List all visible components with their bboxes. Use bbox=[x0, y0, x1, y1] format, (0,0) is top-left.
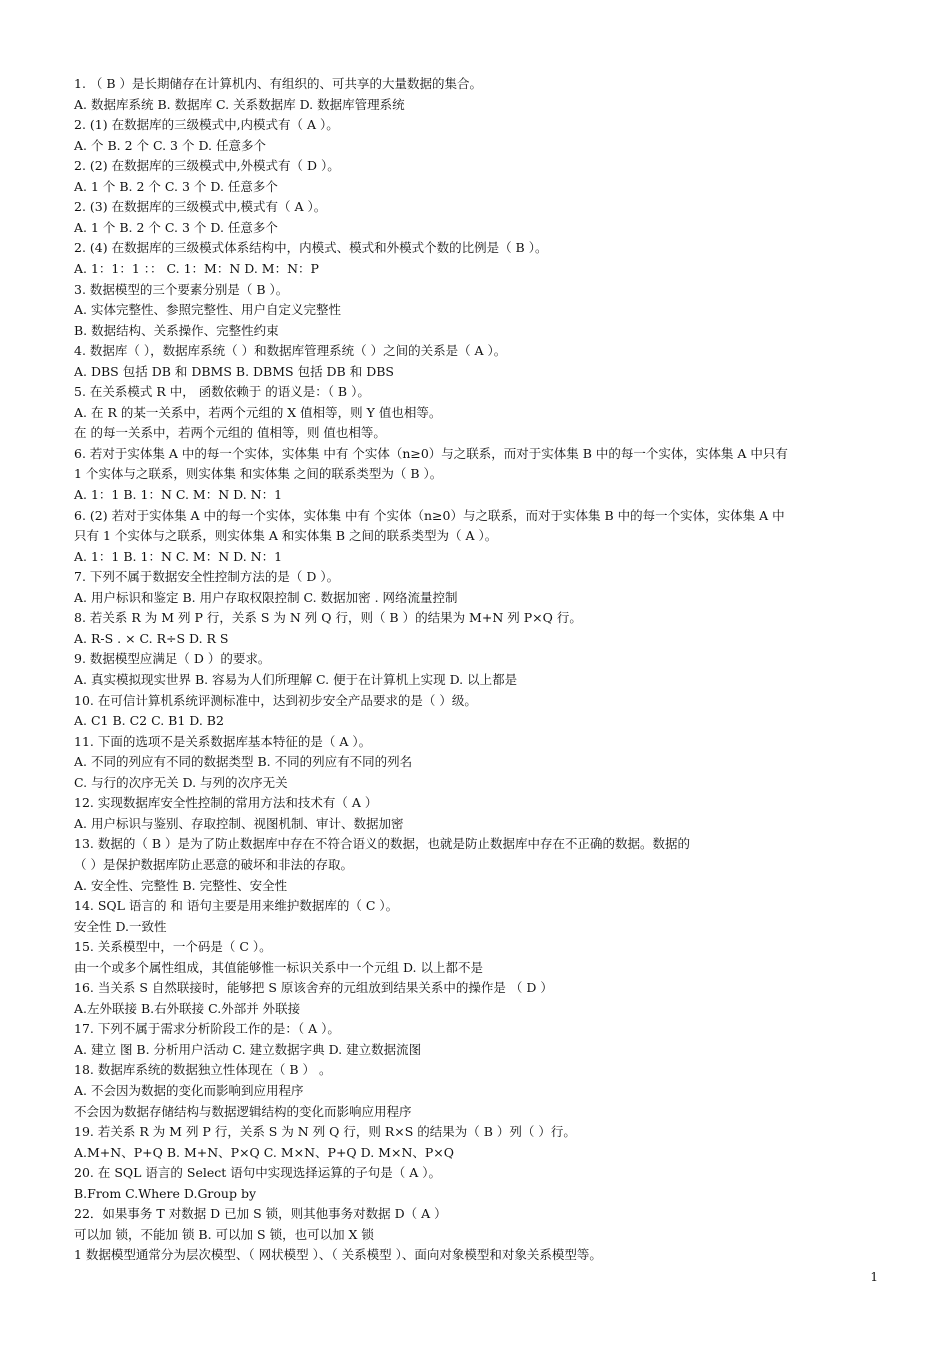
text-line: B.From C.Where D.Group by bbox=[74, 1185, 257, 1201]
text-line: A. 用户标识与鉴别、存取控制、视图机制、审计、数据加密 bbox=[74, 815, 404, 831]
text-line: A. R-S . × C. R÷S D. R S bbox=[74, 630, 229, 646]
text-line: 3. 数据模型的三个要素分别是（ B ）。 bbox=[74, 281, 289, 297]
text-line: A. 实体完整性、参照完整性、用户自定义完整性 bbox=[74, 302, 341, 318]
text-line: 8. 若关系 R 为 M 列 P 行，关系 S 为 N 列 Q 行，则（ B ）的结果为 M+N 列 P×Q 行。 bbox=[74, 610, 582, 626]
text-line: A. 个 B. 2 个 C. 3 个 D. 任意多个 bbox=[74, 137, 266, 153]
text-line: 2. (2) 在数据库的三级模式中,外模式有（ D ）。 bbox=[74, 158, 340, 174]
text-line: 16. 当关系 S 自然联接时，能够把 S 原该舍弃的元组放到结果关系中的操作是 （ D ） bbox=[74, 980, 553, 996]
text-line: 1 个实体与之联系，则实体集 和实体集 之间的联系类型为（ B ）。 bbox=[74, 466, 443, 482]
text-line: A. 1 个 B. 2 个 C. 3 个 D. 任意多个 bbox=[74, 219, 278, 235]
text-line: A. 数据库系统 B. 数据库 C. 关系数据库 D. 数据库管理系统 bbox=[74, 96, 405, 112]
text-line: 6. (2) 若对于实体集 A 中的每一个实体，实体集 中有 个实体（n≥0）与之联系，而对于实体集 B 中的每一个实体，实体集 A 中 bbox=[74, 507, 785, 523]
text-line: （ ）是保护数据库防止恶意的破坏和非法的存取。 bbox=[74, 856, 353, 872]
text-line: 13. 数据的（ B ）是为了防止数据库中存在不符合语义的数据，也就是防止数据库中存在不正确的数据。数据的 bbox=[74, 836, 690, 852]
text-line: A. 建立 图 B. 分析用户活动 C. 建立数据字典 D. 建立数据流图 bbox=[74, 1041, 422, 1057]
text-line: 7. 下列不属于数据安全性控制方法的是（ D ）。 bbox=[74, 569, 340, 585]
text-line: 19. 若关系 R 为 M 列 P 行，关系 S 为 N 列 Q 行，则 R×S 的结果为（ B ）列（ ）行。 bbox=[74, 1124, 576, 1139]
text-line: 2. (1) 在数据库的三级模式中,内模式有（ A ）。 bbox=[74, 117, 339, 133]
text-line: A. 1：1 B. 1：N C. M：N D. N：1 bbox=[74, 487, 283, 502]
text-line: 安全性 D.一致性 bbox=[74, 918, 167, 934]
text-line: 在 的每一关系中，若两个元组的 值相等，则 值也相等。 bbox=[74, 425, 386, 441]
text-line: A. 在 R 的某一关系中，若两个元组的 X 值相等，则 Y 值也相等。 bbox=[74, 404, 442, 420]
text-line: 只有 1 个实体与之联系，则实体集 A 和实体集 B 之间的联系类型为（ A ）。 bbox=[74, 528, 498, 544]
text-line: 15. 关系模型中，一个码是（ C ）。 bbox=[74, 939, 272, 955]
text-line: A. 不会因为数据的变化而影响到应用程序 bbox=[74, 1083, 304, 1098]
text-line: A. 用户标识和鉴定 B. 用户存取权限控制 C. 数据加密 . 网络流量控制 bbox=[74, 589, 458, 605]
page-number: 1 bbox=[870, 1270, 878, 1284]
text-line: 由一个或多个属性组成，其值能够惟一标识关系中一个元组 D. 以上都不是 bbox=[74, 959, 483, 975]
text-line: A. 真实模拟现实世界 B. 容易为人们所理解 C. 便于在计算机上实现 D. 以上都是 bbox=[74, 672, 518, 687]
text-line: 20. 在 SQL 语言的 Select 语句中实现选择运算的子句是（ A ）。 bbox=[74, 1165, 441, 1181]
text-line: 5. 在关系模式 R 中， 函数依赖于 的语义是：（ B ）。 bbox=[74, 384, 370, 400]
text-line: A. 1：1 B. 1：N C. M：N D. N：1 bbox=[74, 548, 283, 564]
text-line: 22．如果事务 T 对数据 D 已加 S 锁，则其他事务对数据 D（ A ） bbox=[74, 1206, 447, 1222]
text-line: A. 1 个 B. 2 个 C. 3 个 D. 任意多个 bbox=[74, 178, 278, 194]
text-line: A. 安全性、完整性 B. 完整性、安全性 bbox=[74, 877, 288, 893]
text-line: 1 数据模型通常分为层次模型、（ 网状模型 ）、（ 关系模型 ）、面向对象模型和对象关系模型等。 bbox=[74, 1247, 602, 1263]
text-line: A. 不同的列应有不同的数据类型 B. 不同的列应有不同的列名 bbox=[74, 754, 413, 770]
text-line: 14. SQL 语言的 和 语句主要是用来维护数据库的（ C ）。 bbox=[74, 898, 399, 913]
text-line: 1. （ B ）是长期储存在计算机内、有组织的、可共享的大量数据的集合。 bbox=[74, 76, 483, 91]
text-line: A. 1：1：1 ：： C. 1：M：N D. M：N：P bbox=[74, 261, 319, 276]
text-line: A. DBS 包括 DB 和 DBMS B. DBMS 包括 DB 和 DBS bbox=[74, 363, 394, 379]
text-line: C. 与行的次序无关 D. 与列的次序无关 bbox=[74, 774, 288, 790]
text-line: 2. (4) 在数据库的三级模式体系结构中，内模式、模式和外模式个数的比例是（ B ）。 bbox=[74, 240, 548, 256]
text-line: 17. 下列不属于需求分析阶段工作的是：（ A ）。 bbox=[74, 1021, 340, 1037]
text-line: A.左外联接 B.右外联接 C.外部并 外联接 bbox=[74, 1000, 301, 1016]
text-line: 不会因为数据存储结构与数据逻辑结构的变化而影响应用程序 bbox=[74, 1103, 412, 1119]
text-line: 6. 若对于实体集 A 中的每一个实体，实体集 中有 个实体（n≥0）与之联系，而对于实体集 B 中的每一个实体，实体集 A 中只有 bbox=[74, 445, 788, 461]
text-line: A.M+N、P+Q B. M+N、P×Q C. M×N、P+Q D. M×N、P×Q bbox=[74, 1144, 455, 1160]
text-line: A. C1 B. C2 C. B1 D. B2 bbox=[74, 713, 224, 729]
text-line: 9. 数据模型应满足（ D ）的要求。 bbox=[74, 651, 271, 667]
text-line: B. 数据结构、关系操作、完整性约束 bbox=[74, 322, 279, 338]
text-line: 18. 数据库系统的数据独立性体现在（ B ） 。 bbox=[74, 1062, 332, 1078]
text-line: 4. 数据库（ ），数据库系统（ ）和数据库管理系统（ ）之间的关系是（ A ）。 bbox=[74, 343, 507, 359]
text-line: 11. 下面的选项不是关系数据库基本特征的是（ A ）。 bbox=[74, 733, 372, 749]
text-line: 2. (3) 在数据库的三级模式中,模式有（ A ）。 bbox=[74, 199, 327, 215]
text-line: 可以加 锁，不能加 锁 B. 可以加 S 锁，也可以加 X 锁 bbox=[74, 1226, 374, 1242]
text-line: 12. 实现数据库安全性控制的常用方法和技术有（ A ） bbox=[74, 795, 378, 811]
text-line: 10. 在可信计算机系统评测标准中，达到初步安全产品要求的是（ ）级。 bbox=[74, 692, 477, 708]
